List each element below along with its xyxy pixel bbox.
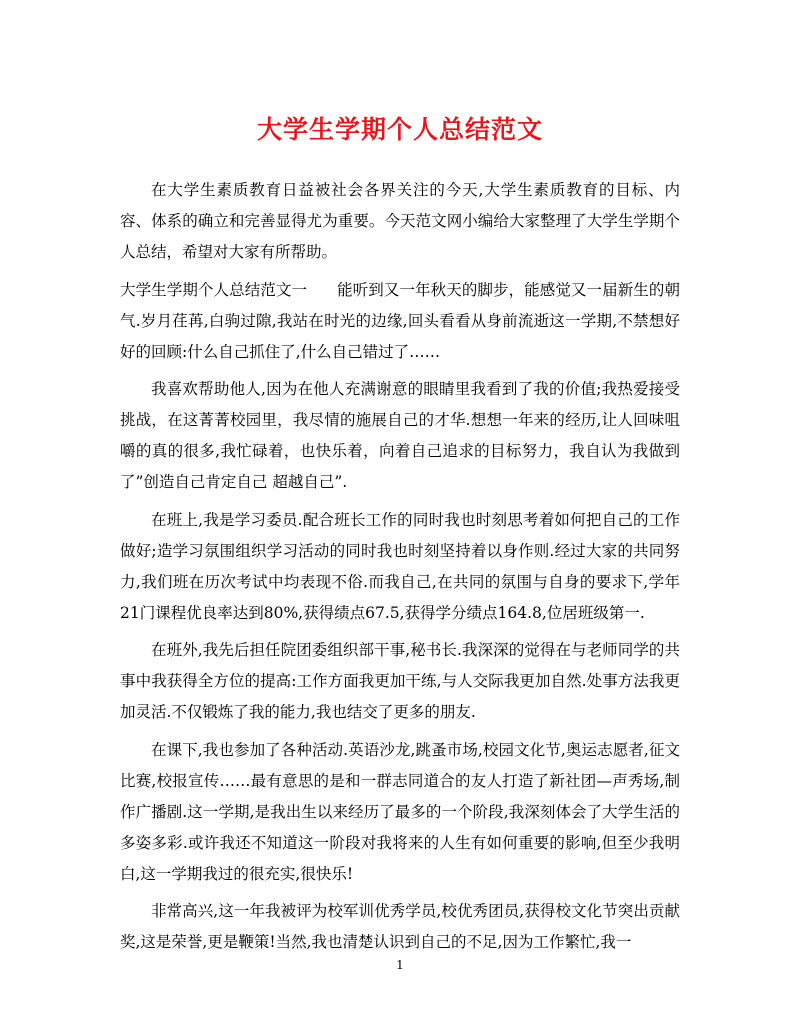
paragraph-activities: 在课下,我也参加了各种活动.英语沙龙,跳蚤市场,校园文化节,奥运志愿者,征文比赛,校报宣传……最有意思的是和一群志同道合的友人打造了新社团—声秀场,制作广播剧.这一学期,是我出生以来经历了最多的一个阶段,我深刻体会了大学生活的多姿多彩.或许我还不知道这一阶段对我将来的人生有如何重要的影响,但至少我明白,这一学期我过的很充实,很快乐! — [120, 740, 680, 883]
section-one-text: 能听到又一年秋天的脚步，能感觉又一届新生的朝气.岁月荏苒,白驹过隙,我站在时光的边缘,回头看看从身前流逝这一学期,不禁想好好的回顾:什么自己抓住了,什么自己错过了…… — [120, 280, 680, 361]
paragraph-section-one — [120, 275, 680, 368]
document-body — [120, 175, 680, 965]
page-number: 1 — [396, 958, 404, 972]
paragraph-intro: 在大学生素质教育日益被社会各界关注的今天,大学生素质教育的目标、内容、体系的确立和完善显得尤为重要。今天范文网小编给大家整理了大学生学期个人总结，希望对大家有所帮助。 — [120, 181, 680, 261]
section-heading: 大学生学期个人总结范文一 — [120, 280, 308, 299]
paragraph-helping-others: 我喜欢帮助他人,因为在他人充满谢意的眼睛里我看到了我的价值;我热爱接受挑战，在这菁菁校园里，我尽情的施展自己的才华.想想一年来的经历,让人回味咀嚼的真的很多,我忙碌着，也快乐着，向着自己追求的目标努力，我自认为我做到了”创造自己肯定自己 超越自己”. — [120, 380, 680, 491]
paragraph-outside-class: 在班外,我先后担任院团委组织部干事,秘书长.我深深的觉得在与老师同学的共事中我获得全方位的提高:工作方面我更加干练,与人交际我更加自然.处事方法我更加灵活.不仅锻炼了我的能力,我也结交了更多的朋友. — [120, 641, 680, 721]
paragraph-in-class: 在班上,我是学习委员.配合班长工作的同时我也时刻思考着如何把自己的工作做好;造学习氛围组织学习活动的同时我也时刻坚持着以身作则.经过大家的共同努力,我们班在历次考试中均表现不俗.而我自己,在共同的氛围与自身的要求下,学年21门课程优良率达到80%,获得绩点67.5,获得学分绩点164.8,位居班级第一. — [120, 510, 680, 622]
document-title: 大学生学期个人总结范文 — [256, 115, 543, 144]
paragraph-honors: 非常高兴,这一年我被评为校军训优秀学员,校优秀团员,获得校文化节突出贡献奖,这是荣誉,更是鞭策!当然,我也清楚认识到自己的不足,因为工作繁忙,我一 — [120, 902, 680, 951]
